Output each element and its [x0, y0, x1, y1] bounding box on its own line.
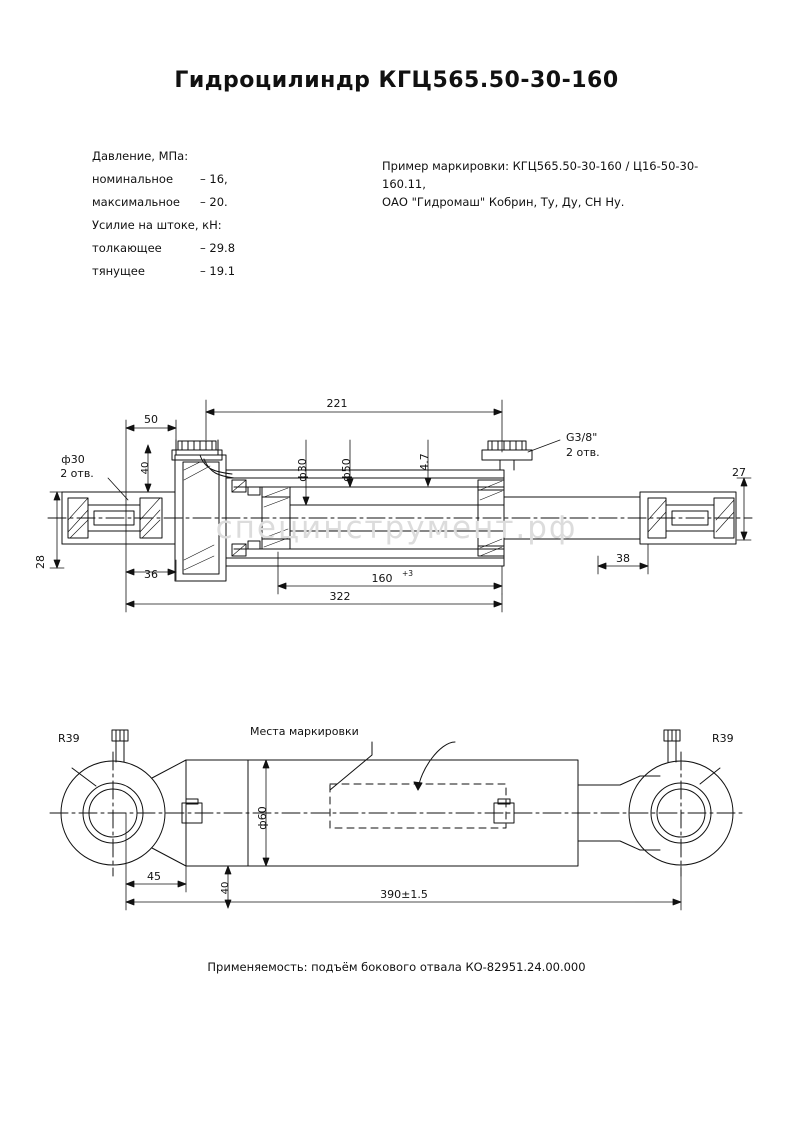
- watermark: специнструмент.рф: [215, 510, 578, 546]
- spec-key: максимальное: [92, 195, 180, 210]
- dim-40-top: 40: [140, 461, 151, 475]
- force-header: Усилие на штоке, кН:: [92, 218, 222, 233]
- dim-38: 38: [616, 552, 630, 565]
- spec-key: толкающее: [92, 241, 162, 256]
- dim-thread: G3/8": [566, 431, 598, 444]
- applicability-note: Применяемость: подъём бокового отвала КО-82951.24.00.000: [207, 960, 586, 974]
- dim-36: 36: [144, 568, 158, 581]
- dim-45: 45: [147, 870, 161, 883]
- bottom-view-cylinder: [50, 730, 746, 876]
- dim-50: 50: [144, 413, 158, 426]
- dim-d30-bore: ф30: [296, 458, 309, 482]
- dim-d50-bore: ф50: [340, 458, 353, 482]
- top-view-cylinder-body: [48, 440, 752, 581]
- spec-value: – 29.8: [200, 241, 236, 256]
- dim-390: 390±1.5: [380, 888, 428, 901]
- dim-d30-holes: ф30: [61, 453, 85, 466]
- page-title: Гидроцилиндр КГЦ565.50-30-160: [174, 68, 619, 93]
- marking-place-label: Места маркировки: [250, 725, 359, 738]
- spec-value: – 20.: [200, 195, 228, 210]
- marking-line-2: ОАО "Гидромаш" Кобрин, Ту, Ду, СН Ну.: [382, 194, 625, 209]
- dim-r39-left: R39: [58, 732, 80, 745]
- dim-r39-right: R39: [712, 732, 734, 745]
- dim-27: 27: [732, 466, 746, 479]
- dim-322: 322: [329, 590, 351, 603]
- spec-key: номинальное: [92, 172, 174, 187]
- dim-221: 221: [326, 397, 348, 410]
- dim-4-7: 4.7: [418, 453, 431, 471]
- dim-d30-holes-note: 2 отв.: [60, 467, 94, 480]
- spec-value: – 19.1: [200, 264, 236, 279]
- dim-thread-note: 2 отв.: [566, 446, 600, 459]
- marking-line-1: Пример маркировки: КГЦ565.50-30-160 / Ц16-50-30-160.11,: [382, 159, 699, 191]
- dim-40-bottom: 40: [220, 881, 231, 895]
- dim-160: 160: [371, 572, 393, 585]
- spec-value: – 16,: [200, 172, 228, 187]
- spec-key: тянущее: [92, 264, 145, 279]
- dim-d60: ф60: [256, 806, 269, 830]
- pressure-header: Давление, МПа:: [92, 149, 189, 163]
- dim-28: 28: [34, 555, 47, 569]
- dim-160-tolerance: +3: [402, 569, 414, 578]
